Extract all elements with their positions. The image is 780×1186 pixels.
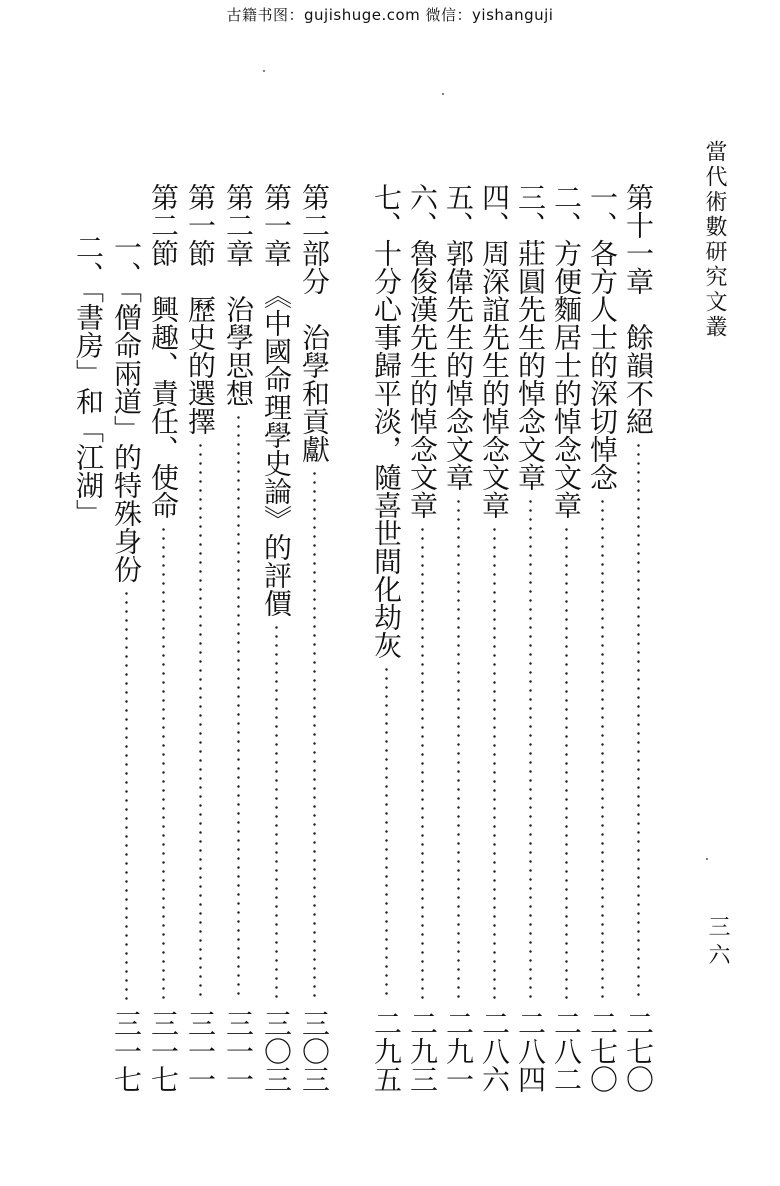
- toc-title: 第一章 《中國命理學史論》的評價: [260, 183, 293, 617]
- toc-row: [106, 183, 146, 1093]
- toc-row: [180, 183, 220, 1093]
- toc-page: 二九五: [370, 1009, 403, 1093]
- toc-row: [366, 183, 406, 1093]
- toc-title: 一、「僧命兩道」的特殊身份: [110, 233, 143, 583]
- dot-leader: [565, 525, 568, 1001]
- dot-leader: [199, 441, 202, 1001]
- toc-page: 三〇三: [298, 1009, 331, 1093]
- scan-speck: [442, 93, 444, 95]
- toc-page: 二八六: [478, 1009, 511, 1093]
- scan-speck: [263, 70, 265, 72]
- toc-row: [143, 183, 183, 1093]
- scan-speck: [706, 858, 708, 860]
- dot-leader: [162, 525, 165, 1001]
- toc-page: 二七〇: [622, 1009, 655, 1093]
- toc-row: [618, 183, 658, 1093]
- dot-leader: [421, 525, 424, 1001]
- watermark-text: 古籍书图：gujishuge.com 微信：yishanguji: [226, 6, 554, 24]
- toc-title: 第十一章 餘韻不絕: [622, 183, 655, 435]
- toc-title: 三、莊圓先生的悼念文章: [514, 183, 547, 491]
- toc-row: [256, 183, 296, 1093]
- toc-page: 三一七: [110, 1009, 143, 1093]
- series-title: 當代術數研究文叢: [702, 140, 727, 340]
- dot-leader: [385, 665, 388, 1001]
- toc-row: [218, 183, 258, 1093]
- dot-leader: [493, 525, 496, 1001]
- dot-leader: [237, 413, 240, 1001]
- dot-leader: [637, 441, 640, 1001]
- toc-row: [68, 183, 108, 1093]
- toc-page: 二七〇: [586, 1009, 619, 1093]
- toc-title: 四、周深誼先生的悼念文章: [478, 183, 511, 519]
- toc-title: 第二章 治學思想: [222, 183, 255, 407]
- toc-row: [402, 183, 442, 1093]
- toc-page: 三一一: [184, 1009, 217, 1093]
- toc-row: [510, 183, 550, 1093]
- toc-title: 第一節 歷史的選擇: [184, 183, 217, 435]
- toc-page: 二九一: [442, 1009, 475, 1093]
- toc-title: 第二節 興趣、責任、使命: [147, 183, 180, 519]
- dot-leader: [529, 497, 532, 1001]
- toc-page: 三〇三: [260, 1009, 293, 1093]
- toc-page: 二八二: [550, 1009, 583, 1093]
- toc-page: 二八四: [514, 1009, 547, 1093]
- page-number: 三六: [705, 915, 730, 971]
- toc-page: 二九三: [406, 1009, 439, 1093]
- toc-title: 七、十分心事歸平淡，隨喜世間化劫灰: [370, 183, 403, 659]
- toc-title: 六、魯俊漢先生的悼念文章: [406, 183, 439, 519]
- toc-row: [294, 183, 334, 1093]
- toc-title: 第二部分 治學和貢獻: [298, 183, 331, 463]
- toc-title: 一、各方人士的深切悼念: [586, 183, 619, 491]
- dot-leader: [125, 589, 128, 1001]
- dot-leader: [313, 469, 316, 1001]
- toc-row: [582, 183, 622, 1093]
- toc-title: 二、方便麵居士的悼念文章: [550, 183, 583, 519]
- toc-page: 三一一: [222, 1009, 255, 1093]
- dot-leader: [457, 497, 460, 1001]
- toc-row: [438, 183, 478, 1093]
- toc-row: [546, 183, 586, 1093]
- dot-leader: [275, 623, 278, 1001]
- toc-title: 二、「書房」和「江湖」: [72, 233, 105, 527]
- toc-row: [474, 183, 514, 1093]
- toc-page: 三一七: [147, 1009, 180, 1093]
- toc-title: 五、郭偉先生的悼念文章: [442, 183, 475, 491]
- dot-leader: [601, 497, 604, 1001]
